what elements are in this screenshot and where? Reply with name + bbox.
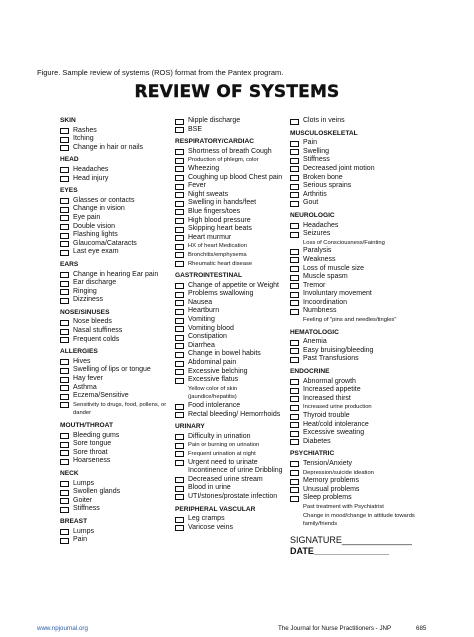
checkbox-item[interactable]: Itching bbox=[60, 135, 172, 144]
item-note: Yellow color of skin (jaundice/hepatitis) bbox=[188, 385, 238, 401]
section-neck bbox=[60, 470, 172, 514]
column-1 bbox=[60, 117, 172, 549]
section-continued bbox=[175, 117, 287, 134]
checkbox-item[interactable]: Stiffness bbox=[290, 156, 420, 165]
checkbox-item[interactable]: Excessive flatus bbox=[175, 376, 287, 385]
checkbox-item[interactable]: Food intolerance bbox=[175, 402, 287, 411]
section-heading: EYES bbox=[60, 187, 78, 195]
checkbox-item[interactable]: Double vision bbox=[60, 223, 172, 232]
checkbox-item[interactable]: Bleeding gums bbox=[60, 432, 172, 441]
checkbox-item[interactable]: Urgent need to urinate Incontinence of urine Dribbling bbox=[175, 459, 287, 476]
checkbox-item[interactable]: Pain bbox=[60, 536, 172, 545]
footer-page-number: 685 bbox=[416, 625, 427, 632]
checkbox-item[interactable]: Swelling of lips or tongue bbox=[60, 366, 172, 375]
checkbox-item[interactable]: Broken bone bbox=[290, 174, 420, 183]
checkbox-item[interactable]: Problems swallowing bbox=[175, 290, 287, 299]
item-note: Past treatment with Psychiatrist bbox=[303, 503, 384, 510]
checkbox-item[interactable]: Frequent colds bbox=[60, 336, 172, 345]
checkbox-item[interactable]: Decreased joint motion bbox=[290, 165, 420, 174]
checkbox-item[interactable]: Sore throat bbox=[60, 449, 172, 458]
checkbox-item[interactable]: Varicose veins bbox=[175, 524, 287, 533]
checkbox-item[interactable]: Coughing up blood Chest pain bbox=[175, 174, 287, 183]
checkbox-item[interactable]: Bronchitis/emphysema bbox=[175, 251, 287, 260]
checkbox-item[interactable]: BSE bbox=[175, 126, 287, 135]
section-heading: PERIPHERAL VASCULAR bbox=[175, 505, 256, 513]
section-heading: NECK bbox=[60, 469, 79, 477]
section-skin bbox=[60, 117, 172, 152]
footer-journal: The Journal for Nurse Practitioners - JNP bbox=[278, 625, 392, 632]
section-heading: EARS bbox=[60, 260, 79, 268]
checkbox-item[interactable]: HX of heart Medication bbox=[175, 242, 287, 251]
section-heading: MUSCULOSKELETAL bbox=[290, 129, 358, 137]
section-continued bbox=[290, 117, 420, 126]
form-title: REVIEW OF SYSTEMS bbox=[134, 82, 340, 102]
checkbox-item[interactable]: Night sweats bbox=[175, 191, 287, 200]
section-gastrointestinal bbox=[175, 272, 287, 419]
checkbox-item[interactable]: Blue fingers/toes bbox=[175, 208, 287, 217]
checkbox-item[interactable]: Stiffness bbox=[60, 505, 172, 514]
checkbox-item[interactable]: Past Transfusions bbox=[290, 355, 420, 364]
checkbox-item[interactable]: Change in bowel habits bbox=[175, 350, 287, 359]
checkbox-item[interactable]: Excessive belching bbox=[175, 368, 287, 377]
checkbox-item[interactable]: Flashing lights bbox=[60, 231, 172, 240]
checkbox-item[interactable]: Vomiting bbox=[175, 316, 287, 325]
column-3-body bbox=[290, 117, 420, 529]
checkbox-item[interactable]: Abnormal growth bbox=[290, 378, 420, 387]
checkbox-item[interactable]: Numbness bbox=[290, 307, 420, 316]
checkbox-item[interactable]: Ringing bbox=[60, 288, 172, 297]
checkbox-item[interactable]: Excessive sweating bbox=[290, 429, 420, 438]
checkbox-item[interactable]: Eczema/Sensitive bbox=[60, 392, 172, 401]
checkbox-item[interactable]: Leg cramps bbox=[175, 515, 287, 524]
checkbox-item[interactable]: Nipple discharge bbox=[175, 117, 287, 126]
checkbox-item[interactable]: Increased urine production bbox=[290, 403, 420, 412]
item-note: Feeling of "pins and needles/tingles" bbox=[303, 317, 397, 324]
item-note: Change in mood/change in attitude towards family/friends bbox=[303, 512, 415, 528]
checkbox-item[interactable]: Headaches bbox=[290, 222, 420, 231]
checkbox-item[interactable]: Last eye exam bbox=[60, 248, 172, 257]
checkbox-item[interactable]: Diarrhea bbox=[175, 342, 287, 351]
section-allergies bbox=[60, 348, 172, 418]
checkbox-item[interactable]: Arthritis bbox=[290, 191, 420, 200]
checkbox-item[interactable]: Abdominal pain bbox=[175, 359, 287, 368]
checkbox-item[interactable]: Change in hearing Ear pain bbox=[60, 271, 172, 280]
column-2 bbox=[175, 117, 287, 536]
section-nose-sinuses bbox=[60, 309, 172, 344]
checkbox-item[interactable]: Depression/suicide ideation bbox=[290, 469, 420, 478]
checkbox-item[interactable]: Tremor bbox=[290, 282, 420, 291]
section-heading: NOSE/SINUSES bbox=[60, 308, 110, 316]
checkbox-item[interactable]: Glaucoma/Cataracts bbox=[60, 240, 172, 249]
figure-caption: Figure. Sample review of systems (ROS) format from the Pantex program. bbox=[37, 68, 284, 77]
section-musculoskeletal bbox=[290, 130, 420, 208]
signature-block bbox=[290, 535, 420, 557]
checkbox-item[interactable]: Eye pain bbox=[60, 214, 172, 223]
checkbox-item[interactable]: Swollen glands bbox=[60, 488, 172, 497]
checkbox-item[interactable]: Swelling in hands/feet bbox=[175, 199, 287, 208]
checkbox-item[interactable]: Wheezing bbox=[175, 165, 287, 174]
checkbox-item[interactable]: Seizures bbox=[290, 230, 420, 239]
section-endocrine bbox=[290, 368, 420, 446]
checkbox-item[interactable]: Sore tongue bbox=[60, 440, 172, 449]
column-3 bbox=[290, 117, 420, 557]
checkbox-item[interactable]: Weakness bbox=[290, 256, 420, 265]
checkbox-item[interactable]: Ear discharge bbox=[60, 279, 172, 288]
checkbox-item[interactable]: Pain or burning on urination bbox=[175, 441, 287, 450]
section-urinary bbox=[175, 423, 287, 501]
section-heading: MOUTH/THROAT bbox=[60, 422, 113, 429]
checkbox-item[interactable]: Production of phlegm, color bbox=[175, 156, 287, 165]
checkbox-item[interactable]: Decreased urine stream bbox=[175, 476, 287, 485]
checkbox-item[interactable]: Sleep problems bbox=[290, 494, 420, 503]
section-heading: BREAST bbox=[60, 517, 88, 525]
checkbox-item[interactable]: Constipation bbox=[175, 333, 287, 342]
checkbox-item[interactable]: Anemia bbox=[290, 338, 420, 347]
section-eyes bbox=[60, 187, 172, 257]
checkbox-item[interactable]: Gout bbox=[290, 199, 420, 208]
checkbox-item[interactable]: Shortness of breath Cough bbox=[175, 148, 287, 157]
checkbox-item[interactable]: Nausea bbox=[175, 299, 287, 308]
section-heading: NEUROLOGIC bbox=[290, 211, 335, 219]
checkbox-item[interactable]: Paralysis bbox=[290, 247, 420, 256]
checkbox-item[interactable]: High blood pressure bbox=[175, 217, 287, 226]
checkbox-item[interactable]: Change in vision bbox=[60, 205, 172, 214]
checkbox-item[interactable]: Blood in urine bbox=[175, 484, 287, 493]
checkbox-item[interactable]: Muscle spasm bbox=[290, 273, 420, 282]
checkbox-item[interactable]: Change of appetite or Weight bbox=[175, 282, 287, 291]
checkbox-item[interactable]: Glasses or contacts bbox=[60, 197, 172, 206]
signature-line[interactable]: SIGNATURE______________ bbox=[290, 534, 412, 545]
section-heading: HEMATOLOGIC bbox=[290, 328, 339, 336]
section-heading: ALLERGIES bbox=[60, 348, 98, 356]
checkbox-item[interactable]: Tension/Anxiety bbox=[290, 460, 420, 469]
checkbox-item[interactable]: Frequent urination at night bbox=[175, 450, 287, 459]
checkbox-item[interactable]: Goiter bbox=[60, 497, 172, 506]
checkbox-item[interactable]: Swelling bbox=[290, 148, 420, 157]
checkbox-item[interactable]: Rashes bbox=[60, 127, 172, 136]
checkbox-item[interactable]: Diabetes bbox=[290, 438, 420, 447]
section-breast bbox=[60, 518, 172, 545]
checkbox-item[interactable]: Loss of muscle size bbox=[290, 265, 420, 274]
checkbox-item[interactable]: UTI/stones/prostate infection bbox=[175, 493, 287, 502]
checkbox-item[interactable]: Sensitivity to drugs, food, pollens, or dander bbox=[60, 401, 172, 418]
footer-url[interactable]: www.npjournal.org bbox=[37, 625, 88, 632]
section-heading: GASTROINTESTINAL bbox=[175, 272, 243, 280]
section-heading: PSYCHIATRIC bbox=[290, 450, 335, 458]
checkbox-item[interactable]: Rheumatic heart disease bbox=[175, 260, 287, 269]
section-head bbox=[60, 156, 172, 183]
checkbox-item[interactable]: Pain bbox=[290, 139, 420, 148]
item-note: Loss of Consciousness/Fainting bbox=[303, 239, 385, 246]
checkbox-item[interactable]: Change in hair or nails bbox=[60, 144, 172, 153]
checkbox-item[interactable]: Incoordination bbox=[290, 299, 420, 308]
date-line[interactable]: DATE_______________ bbox=[290, 545, 389, 556]
checkbox-item[interactable]: Rectal bleeding/ Hemorrhoids bbox=[175, 411, 287, 420]
checkbox-item[interactable]: Dizziness bbox=[60, 296, 172, 305]
checkbox-item[interactable]: Head injury bbox=[60, 175, 172, 184]
section-heading: URINARY bbox=[175, 423, 205, 431]
checkbox-item[interactable]: Increased appetite bbox=[290, 386, 420, 395]
checkbox-item[interactable]: Heart murmur bbox=[175, 234, 287, 243]
section-heading: HEAD bbox=[60, 156, 79, 164]
checkbox-item[interactable]: Clots in veins bbox=[290, 117, 420, 126]
section-heading: RESPIRATORY/CARDIAC bbox=[175, 138, 255, 146]
section-psychiatric bbox=[290, 450, 420, 528]
checkbox-item[interactable]: Hay fever bbox=[60, 375, 172, 384]
checkbox-item[interactable]: Involuntary movement bbox=[290, 290, 420, 299]
section-peripheral-vascular bbox=[175, 506, 287, 533]
checkbox-item[interactable]: Increased thirst bbox=[290, 395, 420, 404]
checkbox-item[interactable]: Skipping heart beats bbox=[175, 225, 287, 234]
checkbox-item[interactable]: Thyroid trouble bbox=[290, 412, 420, 421]
checkbox-item[interactable]: Heat/cold intolerance bbox=[290, 421, 420, 430]
checkbox-item[interactable]: Heartburn bbox=[175, 307, 287, 316]
section-neurologic bbox=[290, 212, 420, 325]
checkbox-item[interactable]: Asthma bbox=[60, 384, 172, 393]
checkbox-item[interactable]: Difficulty in urination bbox=[175, 433, 287, 442]
checkbox-item[interactable]: Hoarseness bbox=[60, 457, 172, 466]
checkbox-item[interactable]: Serious sprains bbox=[290, 182, 420, 191]
checkbox-item[interactable]: Vomiting blood bbox=[175, 325, 287, 334]
section-respiratory-cardiac bbox=[175, 138, 287, 268]
section-ears bbox=[60, 261, 172, 305]
checkbox-item[interactable]: Nose bleeds bbox=[60, 318, 172, 327]
checkbox-item[interactable]: Easy bruising/bleeding bbox=[290, 347, 420, 356]
checkbox-item[interactable]: Hives bbox=[60, 358, 172, 367]
section-heading: ENDOCRINE bbox=[290, 368, 330, 376]
checkbox-item[interactable]: Fever bbox=[175, 182, 287, 191]
checkbox-item[interactable]: Nasal stuffiness bbox=[60, 327, 172, 336]
checkbox-item[interactable]: Memory problems bbox=[290, 477, 420, 486]
checkbox-item[interactable]: Lumps bbox=[60, 480, 172, 489]
section-hematologic bbox=[290, 329, 420, 364]
checkbox-item[interactable]: Lumps bbox=[60, 528, 172, 537]
checkbox-item[interactable]: Unusual problems bbox=[290, 486, 420, 495]
section-mouth-throat bbox=[60, 422, 172, 466]
checkbox-item[interactable]: Headaches bbox=[60, 166, 172, 175]
section-heading: SKIN bbox=[60, 117, 76, 124]
